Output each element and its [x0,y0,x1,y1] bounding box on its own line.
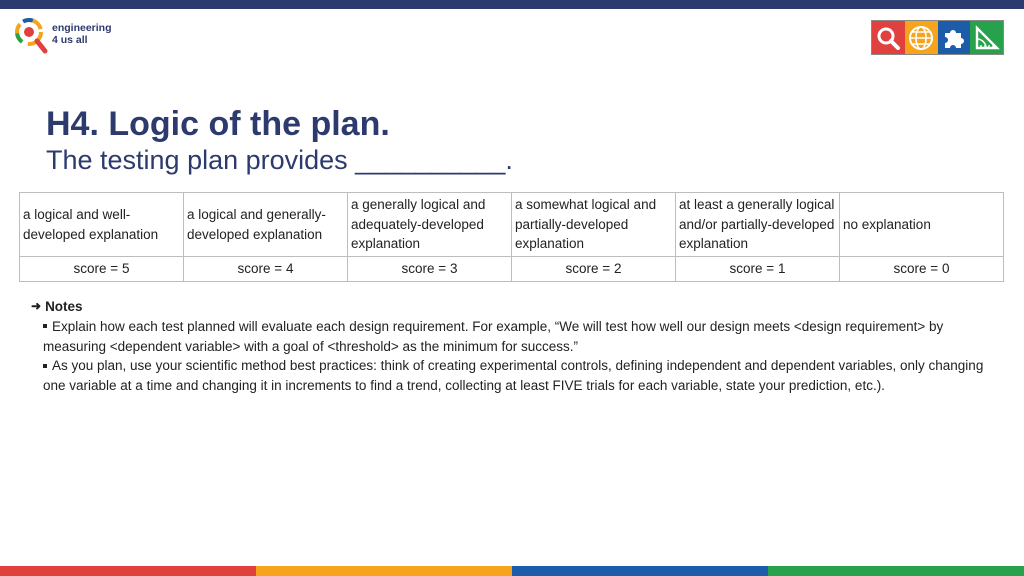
square-bullet-icon [43,324,47,328]
logo-line-2: 4 us all [52,34,88,46]
score-label-0: score = 0 [840,257,1004,282]
engineering-4-us-all-logo [14,16,124,58]
rubric-cell-score-1: at least a generally logical and/or partially-developed explanation [676,193,840,257]
bottom-color-bar [0,566,1024,576]
top-accent-bar [0,0,1024,9]
bottom-bar-green [768,566,1024,576]
score-label-1: score = 1 [676,257,840,282]
square-bullet-icon [43,364,47,368]
rubric-score-row [20,257,1004,282]
bottom-bar-red [0,566,256,576]
topic-icon-strip [871,20,1004,55]
score-label-3: score = 3 [348,257,512,282]
notes-section [31,297,1001,396]
logo-line-1: engineering [52,22,112,34]
notes-heading [31,297,1001,317]
bottom-bar-orange [256,566,512,576]
score-label-2: score = 2 [512,257,676,282]
score-label-4: score = 4 [184,257,348,282]
puzzle-icon [938,21,971,54]
slide-subtitle: The testing plan provides __________. [46,145,513,175]
notes-item-text: As you plan, use your scientific method best practices: think of creating experimental controls, defining independent and dependent variables, only changing one variable at a time and changing it in increments to find a trend, collecting at least FIVE trials for each variable, state your prediction, etc.). [43,358,984,394]
scoring-rubric-table [19,192,1004,282]
rubric-cell-score-4: a logical and generally-developed explanation [184,193,348,257]
rubric-cell-score-3: a generally logical and adequately-developed explanation [348,193,512,257]
arrow-right-icon: ➜ [31,299,42,313]
notes-heading-label: Notes [45,299,83,314]
bottom-bar-blue [512,566,768,576]
notes-item [31,356,1001,396]
notes-item-text: Explain how each test planned will evaluate each design requirement. For example, “We will test how well our design meets <design requirement> by measuring <dependent variable> with a goal of <threshold> as the minimum for success.” [43,318,944,354]
score-label-5: score = 5 [20,257,184,282]
rubric-cell-score-5: a logical and well-developed explanation [20,193,184,257]
globe-icon [905,21,938,54]
notes-item [31,317,1001,357]
logo-wordmark [52,22,112,46]
rubric-description-row [20,193,1004,257]
rubric-cell-score-2: a somewhat logical and partially-developed explanation [512,193,676,257]
rubric-cell-score-0: no explanation [840,193,1004,257]
magnifier-icon [872,21,905,54]
protractor-icon [970,21,1003,54]
slide-title: H4. Logic of the plan. [46,105,390,143]
